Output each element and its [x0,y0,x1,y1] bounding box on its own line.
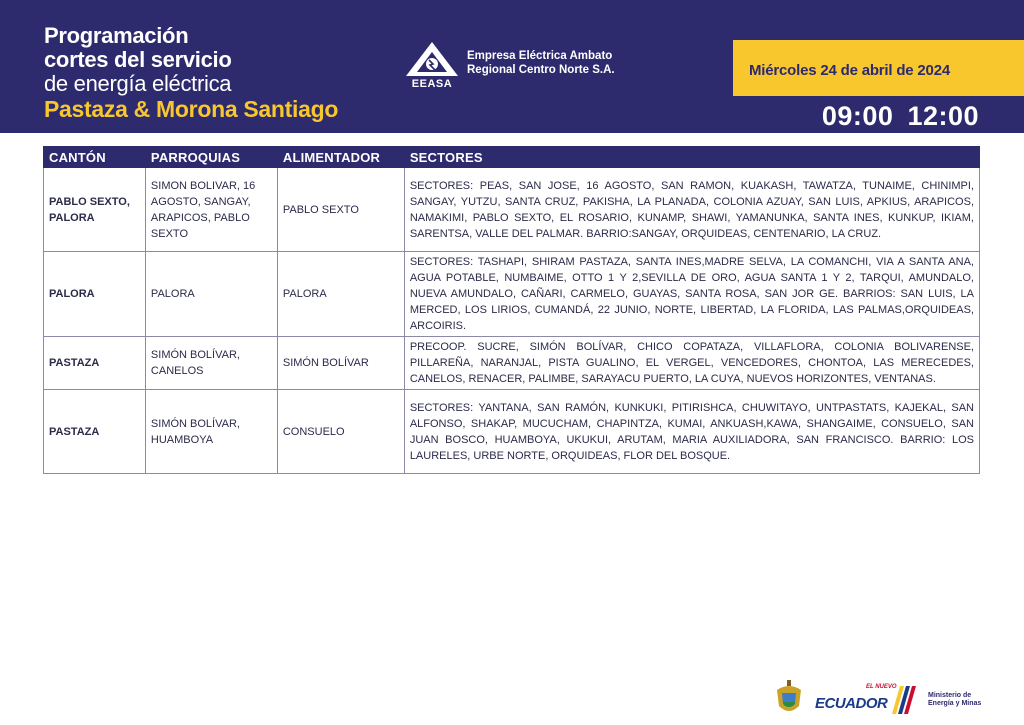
time-range [822,101,979,132]
table-row [44,168,980,252]
col-header-canton: CANTÓN [44,147,146,168]
cell-alimentador: SIMÓN BOLÍVAR [277,337,404,390]
col-header-alimentador: ALIMENTADOR [277,147,404,168]
title-line-3: de energía eléctrica [44,71,232,96]
company-line-1: Empresa Eléctrica Ambato [467,50,613,62]
cell-parroquias: SIMÓN BOLÍVAR, CANELOS [145,337,277,390]
date-box [733,40,1024,96]
logo-text: EEASA [411,78,453,90]
col-header-sectores: SECTORES [404,147,979,168]
cell-sectores: SECTORES: PEAS, SAN JOSE, 16 AGOSTO, SAN RAMON, KUAKASH, TAWATZA, TUNAIME, CHINIMPI, SANGAY, YUTZU, SANTA CRUZ, PAKISHA, LA PLANADA, COLONIA AZUAY, SAN LUIS, APKIUS, ARAPICOS, NAMAKIMI, PABLO SEXTO, EL ROSARIO, KUNAMP, SHAWI, YAMANUNKA, SANTA INES, KUNKUP, IKIAM, SARENTSA, VALLE DEL PALMAR. BARRIO:SANGAY, ORQUIDEAS, CENTENARIO, LA CRUZ. [404,168,979,252]
ministry-line-2: Energía y Minas [928,700,982,707]
time-end: 12:00 [907,101,979,131]
company-name [467,49,615,77]
cell-parroquias: SIMÓN BOLÍVAR, HUAMBOYA [145,390,277,474]
page-title [44,24,338,123]
cell-parroquias: SIMON BOLIVAR, 16 AGOSTO, SANGAY, ARAPICOS, PABLO SEXTO [145,168,277,252]
ministry-line-1: Ministerio de [928,692,972,699]
footer-logos [773,680,1003,720]
time-start: 09:00 [821,101,894,131]
company-line-2: Regional Centro Norte S.A. [467,64,615,76]
table-header-row [44,147,980,168]
table-row [44,252,980,337]
region-title: Pastaza & Morona Santiago [44,96,339,122]
cell-canton: PALORA [44,252,146,337]
table-row [44,337,980,390]
cell-canton: PASTAZA [44,390,146,474]
title-line-2: cortes del servicio [44,47,232,72]
el-nuevo-label: EL NUEVO [866,684,897,690]
cell-alimentador: PALORA [277,252,404,337]
cell-alimentador: PABLO SEXTO [277,168,404,252]
date-label: Miércoles 24 de abril de 2024 [749,62,950,79]
cell-sectores: SECTORES: TASHAPI, SHIRAM PASTAZA, SANTA INES,MADRE SELVA, LA COMANCHI, VIA A SANTA ANA, AGUA POTABLE, NUMBAIME, OTTO 1 Y 2,SEVILLA DE ORO, AGUA SANTA 1 Y 2, TARQUI, AMUNDALO, NUEVA AMUNDALO, CAÑARI, CARMELO, GUAYAS, SANTA ROSA, SAN JOR GE. BARRIOS: SAN LUIS, LA MERCED, LOS LIRIOS, CUMANDÁ, 22 JUNIO, NORTE, LIBERTAD, LA FLORIDA, LAS PALMAS,ORQUIDEAS, ARCOIRIS. [404,252,979,337]
ministry-name [928,692,981,708]
title-line-1: Programación [44,23,189,48]
cell-canton: PASTAZA [44,337,146,390]
cell-sectores: PRECOOP. SUCRE, SIMÓN BOLÍVAR, CHICO COPATAZA, VILLAFLORA, COLONIA BOLIVARENSE, PILLAREÑA, NARANJAL, PISTA GUALINO, EL VERGEL, VENCEDORES, CHONTOA, LAS MERECEDES, CANELOS, RENACER, PALIMBE, SARAYACU PUERTO, LA CUYA, NUEVOS HORIZONTES, VENTANAS. [404,337,979,390]
coat-of-arms-icon [773,680,805,718]
schedule-table [43,146,980,474]
table-row [44,390,980,474]
cell-sectores: SECTORES: YANTANA, SAN RAMÓN, KUNKUKI, PITIRISHCA, CHUWITAYO, UNTPASTATS, KAJEKAL, SAN ALFONSO, SHAKAP, MUCUCHAM, CHAPINTZA, KUMAI, ANKUASH,KAWA, SHANGAIME, CONSUELO, SAN JUAN BOSCO, HUAMBOYA, UKUKUI, ARUTAM, MARIA AUXILIADORA, SAN FRANCISCO. BARRIO: LOS LAURELES, URBE NORTE, ORQUIDEAS, FLOR DEL BOSQUE. [404,390,979,474]
ecuador-logo-text: ECUADOR [815,695,888,712]
col-header-parroquias: PARROQUIAS [145,147,277,168]
cell-canton: PABLO SEXTO, PALORA [44,168,146,252]
flag-stripes-icon [886,686,918,714]
cell-parroquias: PALORA [145,252,277,337]
header-banner [0,0,1024,133]
cell-alimentador: CONSUELO [277,390,404,474]
